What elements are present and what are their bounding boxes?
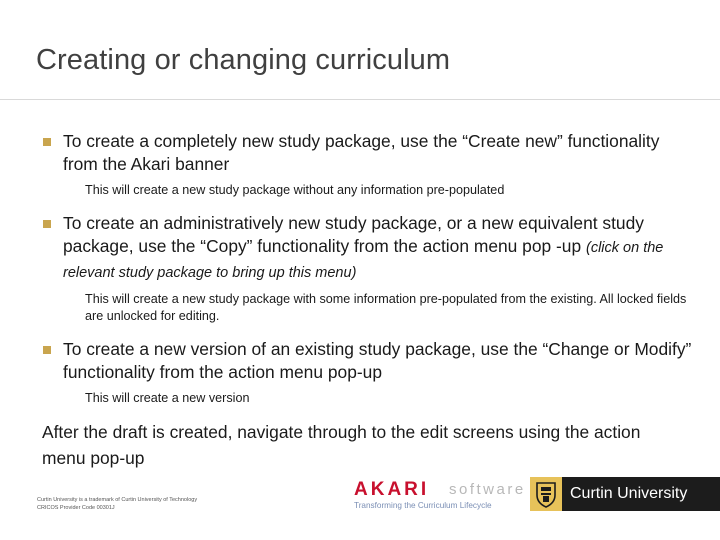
software-wordmark: software: [449, 481, 526, 498]
trademark-line: Curtin University is a trademark of Curtin University of Technology: [37, 497, 198, 503]
bullet-marker: [43, 220, 51, 228]
title-divider: [0, 99, 720, 100]
curtin-wordmark: Curtin University: [562, 477, 720, 511]
slide-title: Creating or changing curriculum: [36, 44, 451, 76]
bullet-create-new: [42, 130, 692, 176]
bullet-copy: [42, 212, 692, 285]
shield-crest-icon: [530, 477, 562, 511]
bullet-marker: [43, 138, 51, 146]
bullet-note: (click on the relevant study package to bring up this menu): [63, 240, 664, 281]
slide-content: [42, 130, 692, 471]
bullet-text: To create an administratively new study package, or a new equivalent study package, use the “Copy” functionality from the action menu pop -up: [63, 213, 644, 256]
bullet-marker: [43, 346, 51, 354]
bullet-new-version: [42, 338, 692, 384]
akari-wordmark: AKARI: [354, 479, 430, 500]
akari-software-logo: [354, 479, 524, 513]
bullet-text: To create a new version of an existing study package, use the “Change or Modify” functionality from the action menu pop-up: [63, 339, 692, 382]
curtin-university-logo: [530, 477, 720, 511]
footer-legal: [37, 496, 197, 512]
sub-point-new-version: This will create a new version: [85, 391, 250, 405]
akari-tagline: Transforming the Curriculum Lifecycle: [354, 501, 492, 510]
sub-point-copy: This will create a new study package with some information pre-populated from the existing. All locked fields are unlocked for editing.: [85, 292, 687, 323]
cricos-line: CRICOS Provider Code 00301J: [37, 505, 115, 511]
sub-point-create-new: This will create a new study package without any information pre-populated: [85, 183, 505, 197]
bullet-text: To create a completely new study package, use the “Create new” functionality from the Akari banner: [63, 131, 660, 174]
closing-text: After the draft is created, navigate through to the edit screens using the action menu pop-up: [42, 422, 641, 468]
